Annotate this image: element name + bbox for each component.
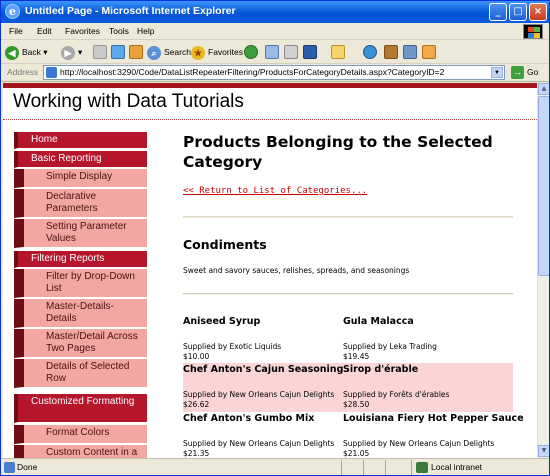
menu-bar xyxy=(1,23,549,40)
nav-filtering-reports[interactable]: Filtering Reports xyxy=(14,251,147,268)
nav-master-detail-across[interactable]: Master/Detail Across Two Pages xyxy=(14,329,147,358)
address-label: Address xyxy=(7,67,39,77)
address-url: http://localhost:3290/Code/DataListRepeaterFiltering/ProductsForCategoryDetails.aspx?CategoryID=2 xyxy=(60,67,445,77)
address-bar xyxy=(1,64,549,82)
history-icon[interactable] xyxy=(244,45,258,59)
product-supplier: Supplied by New Orleans Cajun Delights xyxy=(183,390,335,399)
go-arrow-icon: → xyxy=(513,67,522,78)
nav-master-details-details[interactable]: Master-Details-Details xyxy=(14,299,147,328)
forward-button[interactable]: ▶ ▾ xyxy=(61,43,82,61)
nav-customized-formatting[interactable]: Customized Formatting xyxy=(14,394,147,423)
windows-flag-icon xyxy=(523,24,543,39)
scroll-down-icon[interactable]: ▼ xyxy=(538,445,550,457)
nav-custom-content[interactable]: Custom Content in a xyxy=(14,445,147,458)
status-text: Done xyxy=(17,462,38,472)
menu-favorites[interactable]: Favorites xyxy=(65,26,100,36)
product-supplier: Supplied by New Orleans Cajun Delights xyxy=(343,439,495,448)
refresh-icon[interactable] xyxy=(111,45,125,59)
scroll-up-icon[interactable]: ▲ xyxy=(538,83,550,95)
page-icon xyxy=(46,67,57,78)
status-divider xyxy=(341,460,342,475)
star-icon: ★ xyxy=(191,46,205,60)
vertical-scrollbar[interactable] xyxy=(537,83,549,458)
back-button[interactable]: ◀ Back ▾ xyxy=(5,43,48,61)
product-name: Aniseed Syrup xyxy=(183,316,261,327)
product-price: $19.45 xyxy=(343,352,370,361)
nav-home[interactable]: Home xyxy=(14,132,147,149)
product-item xyxy=(183,364,348,418)
maximize-button[interactable]: □ xyxy=(509,3,527,21)
folder-icon[interactable] xyxy=(422,45,436,59)
ie-logo-icon: e xyxy=(5,4,20,19)
status-divider xyxy=(363,460,364,475)
product-name: Chef Anton's Cajun Seasoning xyxy=(183,364,344,375)
product-supplier: Supplied by New Orleans Cajun Delights xyxy=(183,439,335,448)
tools-icon[interactable] xyxy=(403,45,417,59)
product-supplier: Supplied by Forêts d'érables xyxy=(343,390,450,399)
product-price: $10.00 xyxy=(183,352,210,361)
messenger-icon[interactable] xyxy=(363,45,377,59)
status-divider xyxy=(411,460,412,475)
favorites-button[interactable]: ★ Favorites xyxy=(191,43,243,61)
category-name: Condiments xyxy=(183,237,267,252)
main-content xyxy=(183,83,528,458)
search-icon: ⌕ xyxy=(147,46,161,60)
product-price: $26.62 xyxy=(183,400,210,409)
product-item xyxy=(343,316,508,370)
nav-simple-display[interactable]: Simple Display xyxy=(14,169,147,188)
window-title: Untitled Page - Microsoft Internet Explorer xyxy=(25,5,236,17)
product-name: Gula Malacca xyxy=(343,316,414,327)
address-dropdown-icon[interactable]: ▼ xyxy=(491,67,503,78)
status-bar xyxy=(1,458,549,476)
security-zone: Local intranet xyxy=(431,462,483,472)
product-item xyxy=(343,364,508,418)
product-name: Chef Anton's Gumbo Mix xyxy=(183,413,315,424)
title-bar[interactable] xyxy=(1,1,549,23)
page-heading: Products Belonging to the Selected Category xyxy=(183,133,493,171)
stop-icon[interactable] xyxy=(93,45,107,59)
nav-format-colors[interactable]: Format Colors xyxy=(14,425,147,444)
product-item xyxy=(343,413,524,458)
address-input[interactable] xyxy=(43,65,505,80)
minimize-button[interactable]: _ xyxy=(489,3,507,21)
mail-icon[interactable] xyxy=(265,45,279,59)
status-divider xyxy=(385,460,386,475)
page-content xyxy=(3,83,537,458)
search-button[interactable]: ⌕ Search xyxy=(147,43,191,61)
site-title: Working with Data Tutorials xyxy=(13,91,244,112)
product-item xyxy=(183,413,348,458)
back-arrow-icon: ◀ xyxy=(5,46,19,60)
category-description: Sweet and savory sauces, relishes, spreads, and seasonings xyxy=(183,266,410,275)
menu-help[interactable]: Help xyxy=(137,26,155,36)
product-name: Sirop d'érable xyxy=(343,364,419,375)
toolbar xyxy=(1,40,549,64)
scroll-thumb[interactable] xyxy=(538,96,550,276)
menu-file[interactable]: File xyxy=(9,26,23,36)
home-icon[interactable] xyxy=(129,45,143,59)
forward-arrow-icon: ▶ xyxy=(61,46,75,60)
product-name: Louisiana Fiery Hot Pepper Sauce xyxy=(343,413,524,424)
edit-icon[interactable] xyxy=(303,45,317,59)
divider xyxy=(183,293,513,295)
discuss-icon[interactable] xyxy=(331,45,345,59)
nav-basic-reporting[interactable]: Basic Reporting xyxy=(14,151,147,168)
product-price: $28.50 xyxy=(343,400,370,409)
menu-edit[interactable]: Edit xyxy=(37,26,52,36)
nav-filter-by-dropdown[interactable]: Filter by Drop-Down List xyxy=(14,269,147,298)
go-button[interactable]: → Go xyxy=(513,67,539,78)
nav-details-selected-row[interactable]: Details of Selected Row xyxy=(14,359,147,388)
research-icon[interactable] xyxy=(384,45,398,59)
product-price: $21.35 xyxy=(183,449,210,458)
page-done-icon xyxy=(4,462,15,473)
menu-tools[interactable]: Tools xyxy=(109,26,129,36)
product-price: $21.05 xyxy=(343,449,370,458)
product-supplier: Supplied by Exotic Liquids xyxy=(183,342,282,351)
print-icon[interactable] xyxy=(284,45,298,59)
intranet-zone-icon xyxy=(416,462,428,473)
nav-setting-parameter-values[interactable]: Setting Parameter Values xyxy=(14,219,147,248)
divider xyxy=(183,216,513,218)
product-supplier: Supplied by Leka Trading xyxy=(343,342,437,351)
product-item xyxy=(183,316,348,370)
return-to-categories-link[interactable]: << Return to List of Categories... xyxy=(183,186,368,196)
sidebar-nav xyxy=(14,132,147,458)
nav-declarative-parameters[interactable]: Declarative Parameters xyxy=(14,189,147,218)
close-button[interactable]: × xyxy=(529,3,547,21)
